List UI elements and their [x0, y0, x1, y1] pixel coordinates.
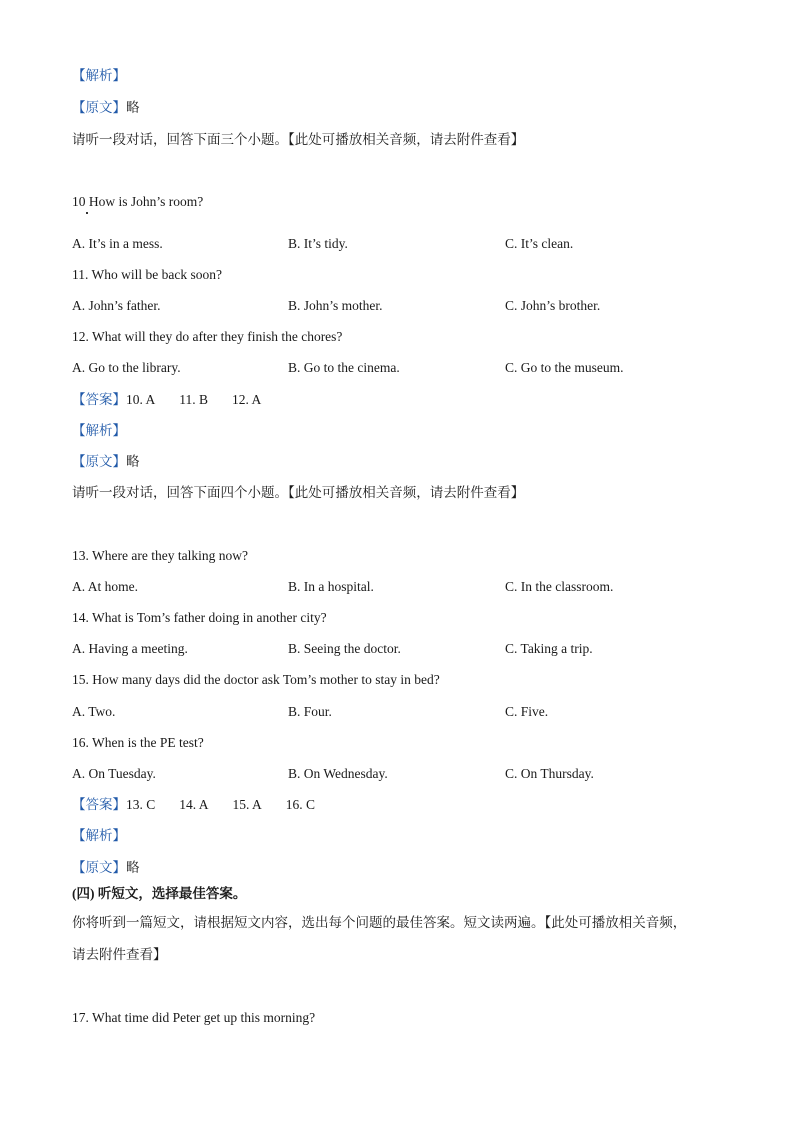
question-13: 13. Where are they talking now? — [72, 548, 248, 563]
option-11-b: B. John’s mother. — [288, 298, 383, 313]
original-text-line-2 — [72, 453, 140, 471]
option-12-b: B. Go to the cinema. — [288, 360, 400, 375]
answer-13: 13. C — [126, 797, 156, 812]
original-tag: 【原文】 — [72, 860, 126, 875]
answer-15: 15. A — [232, 797, 262, 812]
answer-10: 10. A — [126, 392, 156, 407]
option-14-a: A. Having a meeting. — [72, 641, 188, 656]
question-16: 16. When is the PE test? — [72, 735, 204, 750]
option-12-c: C. Go to the museum. — [505, 360, 624, 375]
answer-16: 16. C — [285, 797, 316, 812]
answer-12: 12. A — [232, 392, 262, 407]
answer-line-2 — [72, 796, 339, 814]
instruction-2: 请听一段对话，回答下面四个小题。【此处可播放相关音频，请去附件查看】 — [72, 485, 525, 500]
analysis-tag-1: 【解析】 — [72, 68, 126, 83]
original-tag: 【原文】 — [72, 454, 126, 469]
answer-14: 14. A — [179, 797, 209, 812]
question-17: 17. What time did Peter get up this morning? — [72, 1010, 316, 1025]
omitted-text: 略 — [126, 454, 140, 469]
section-4-instruction-line-1: 你将听到一篇短文，请根据短文内容，选出每个问题的最佳答案。短文读两遍。【此处可播放相关音频， — [72, 915, 687, 930]
stray-mark — [86, 212, 88, 214]
question-12: 12. What will they do after they finish the chores? — [72, 329, 343, 344]
option-11-c: C. John’s brother. — [505, 298, 601, 313]
analysis-tag-3: 【解析】 — [72, 828, 126, 843]
option-15-c: C. Five. — [505, 704, 549, 719]
option-15-a: A. Two. — [72, 704, 116, 719]
option-13-b: B. In a hospital. — [288, 579, 374, 594]
option-12-a: A. Go to the library. — [72, 360, 181, 375]
option-10-c: C. It’s clean. — [505, 236, 574, 251]
option-10-a: A. It’s in a mess. — [72, 236, 163, 251]
option-14-c: C. Taking a trip. — [505, 641, 593, 656]
option-15-b: B. Four. — [288, 704, 332, 719]
option-10-b: B. It’s tidy. — [288, 236, 348, 251]
section-4-instruction-line-2: 请去附件查看】 — [72, 947, 167, 962]
option-16-a: A. On Tuesday. — [72, 766, 156, 781]
question-10: 10 How is John’s room? — [72, 194, 204, 209]
original-text-line-3 — [72, 859, 140, 877]
answer-line-1 — [72, 391, 285, 409]
original-tag: 【原文】 — [72, 100, 126, 115]
omitted-text: 略 — [126, 100, 140, 115]
option-13-a: A. At home. — [72, 579, 138, 594]
original-text-line-1 — [72, 99, 140, 117]
question-11: 11. Who will be back soon? — [72, 267, 222, 282]
option-16-c: C. On Thursday. — [505, 766, 594, 781]
option-14-b: B. Seeing the doctor. — [288, 641, 401, 656]
analysis-tag-2: 【解析】 — [72, 423, 126, 438]
option-16-b: B. On Wednesday. — [288, 766, 388, 781]
question-14: 14. What is Tom’s father doing in another city? — [72, 610, 327, 625]
answer-tag: 【答案】 — [72, 797, 126, 812]
answer-11: 11. B — [179, 392, 209, 407]
answer-tag: 【答案】 — [72, 392, 126, 407]
question-15: 15. How many days did the doctor ask Tom’s mother to stay in bed? — [72, 672, 440, 687]
instruction-1: 请听一段对话，回答下面三个小题。【此处可播放相关音频，请去附件查看】 — [72, 132, 525, 147]
option-11-a: A. John’s father. — [72, 298, 161, 313]
option-13-c: C. In the classroom. — [505, 579, 614, 594]
section-4-title: (四) 听短文，选择最佳答案。 — [72, 886, 247, 901]
omitted-text: 略 — [126, 860, 140, 875]
